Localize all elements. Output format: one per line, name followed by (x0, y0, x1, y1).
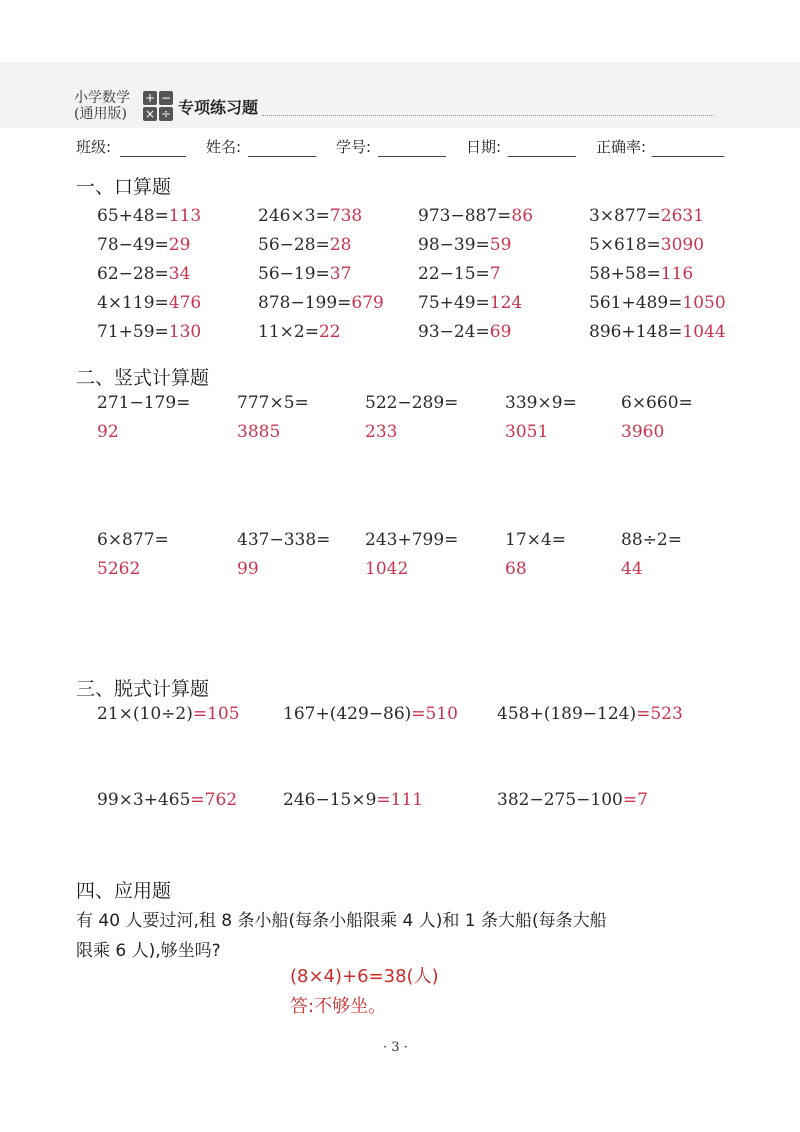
answer: 29 (168, 235, 191, 255)
oral-problem: 5×618=3090 (589, 235, 705, 255)
word-problem-line-1: 有 40 人要过河,租 8 条小船(每条小船限乘 4 人)和 1 条大船(每条大船 (76, 911, 607, 931)
vertical-problem: 339×9= (505, 393, 577, 413)
answer: 7 (489, 264, 501, 284)
oral-problem: 3×877=2631 (589, 206, 705, 226)
answer: =7 (622, 790, 648, 810)
section2-heading: 二、竖式计算题 (76, 367, 210, 389)
vertical-problem: 271−179= (97, 393, 191, 413)
word-problem-line-2: 限乘 6 人),够坐吗? (76, 941, 221, 961)
stepwise-problem: 99×3+465=762 (97, 790, 238, 810)
name-label: 姓名: (206, 138, 242, 156)
oral-problem: 896+148=1044 (589, 322, 726, 342)
answer: 3090 (660, 235, 705, 255)
vertical-problem: 243+799= (365, 530, 459, 550)
answer: 476 (168, 293, 202, 313)
answer: =523 (636, 704, 683, 724)
oral-problem: 65+48=113 (97, 206, 202, 226)
answer: 34 (168, 264, 191, 284)
oral-problem: 75+49=124 (418, 293, 523, 313)
oral-problem: 973−887=86 (418, 206, 534, 226)
vertical-problem: 88÷2= (621, 530, 682, 550)
answer: 44 (621, 559, 643, 579)
answer: =510 (411, 704, 458, 724)
section1-heading: 一、口算题 (76, 176, 172, 198)
oral-problem: 78−49=29 (97, 235, 191, 255)
subject-line-2: (通用版) (74, 106, 127, 122)
vertical-problem: 437−338= (237, 530, 331, 550)
solution-answer: 答:不够坐。 (290, 996, 387, 1017)
answer: 22 (318, 322, 341, 342)
answer: 69 (489, 322, 512, 342)
oral-problem: 4×119=476 (97, 293, 202, 313)
answer: 92 (97, 422, 119, 442)
answer: 1050 (682, 293, 726, 313)
oral-problem: 93−24=69 (418, 322, 512, 342)
vertical-problem: 522−289= (365, 393, 459, 413)
page-number: · 3 · (383, 1040, 408, 1055)
section3-heading: 三、脱式计算题 (76, 678, 210, 700)
student-id-label: 学号: (336, 138, 372, 156)
answer: 130 (168, 322, 202, 342)
answer: 68 (505, 559, 527, 579)
answer: 124 (489, 293, 523, 313)
answer: 5262 (97, 559, 141, 579)
stepwise-problem: 382−275−100=7 (497, 790, 648, 810)
class-label: 班级: (76, 138, 112, 156)
answer: 37 (329, 264, 352, 284)
worksheet-title: 专项练习题 (178, 98, 259, 117)
solution-equation: (8×4)+6=38(人) (290, 966, 439, 987)
answer: 113 (168, 206, 202, 226)
oral-problem: 246×3=738 (258, 206, 363, 226)
answer: 3960 (621, 422, 665, 442)
divide-icon: ÷ (160, 107, 172, 121)
answer: 233 (365, 422, 398, 442)
plus-icon: + (144, 91, 156, 105)
oral-problem: 22−15=7 (418, 264, 501, 284)
answer: 28 (329, 235, 352, 255)
vertical-problem: 17×4= (505, 530, 566, 550)
stepwise-problem: 458+(189−124)=523 (497, 704, 683, 724)
vertical-problem: 6×660= (621, 393, 693, 413)
times-icon: × (144, 107, 156, 121)
answer: 59 (489, 235, 512, 255)
stepwise-problem: 246−15×9=111 (283, 790, 424, 810)
stepwise-problem: 167+(429−86)=510 (283, 704, 458, 724)
answer: =762 (190, 790, 238, 810)
oral-problem: 71+59=130 (97, 322, 202, 342)
oral-problem: 56−28=28 (258, 235, 352, 255)
answer: 86 (511, 206, 534, 226)
section4-heading: 四、应用题 (76, 880, 172, 902)
minus-icon: − (160, 91, 172, 105)
answer: 116 (660, 264, 694, 284)
answer: 3051 (505, 422, 549, 442)
name-blank[interactable] (248, 156, 316, 157)
answer: 99 (237, 559, 259, 579)
accuracy-blank[interactable] (652, 156, 724, 157)
answer: 679 (351, 293, 384, 313)
oral-problem: 98−39=59 (418, 235, 512, 255)
stepwise-problem: 21×(10÷2)=105 (97, 704, 240, 724)
oral-problem: 62−28=34 (97, 264, 191, 284)
oral-problem: 58+58=116 (589, 264, 694, 284)
vertical-problem: 6×877= (97, 530, 169, 550)
answer: 738 (329, 206, 363, 226)
answer: 2631 (660, 206, 705, 226)
oral-problem: 561+489=1050 (589, 293, 726, 313)
class-blank[interactable] (120, 156, 186, 157)
date-blank[interactable] (508, 156, 576, 157)
answer: =105 (192, 704, 240, 724)
student-id-blank[interactable] (378, 156, 446, 157)
vertical-problem: 777×5= (237, 393, 309, 413)
oral-problem: 11×2=22 (258, 322, 341, 342)
answer: 1044 (682, 322, 726, 342)
header-dotted-line (262, 115, 714, 116)
oral-problem: 878−199=679 (258, 293, 384, 313)
answer: 1042 (365, 559, 409, 579)
accuracy-label: 正确率: (596, 138, 647, 156)
answer: 3885 (237, 422, 281, 442)
subject-line-1: 小学数学 (74, 90, 130, 106)
answer: =111 (376, 790, 424, 810)
date-label: 日期: (466, 138, 502, 156)
oral-problem: 56−19=37 (258, 264, 352, 284)
